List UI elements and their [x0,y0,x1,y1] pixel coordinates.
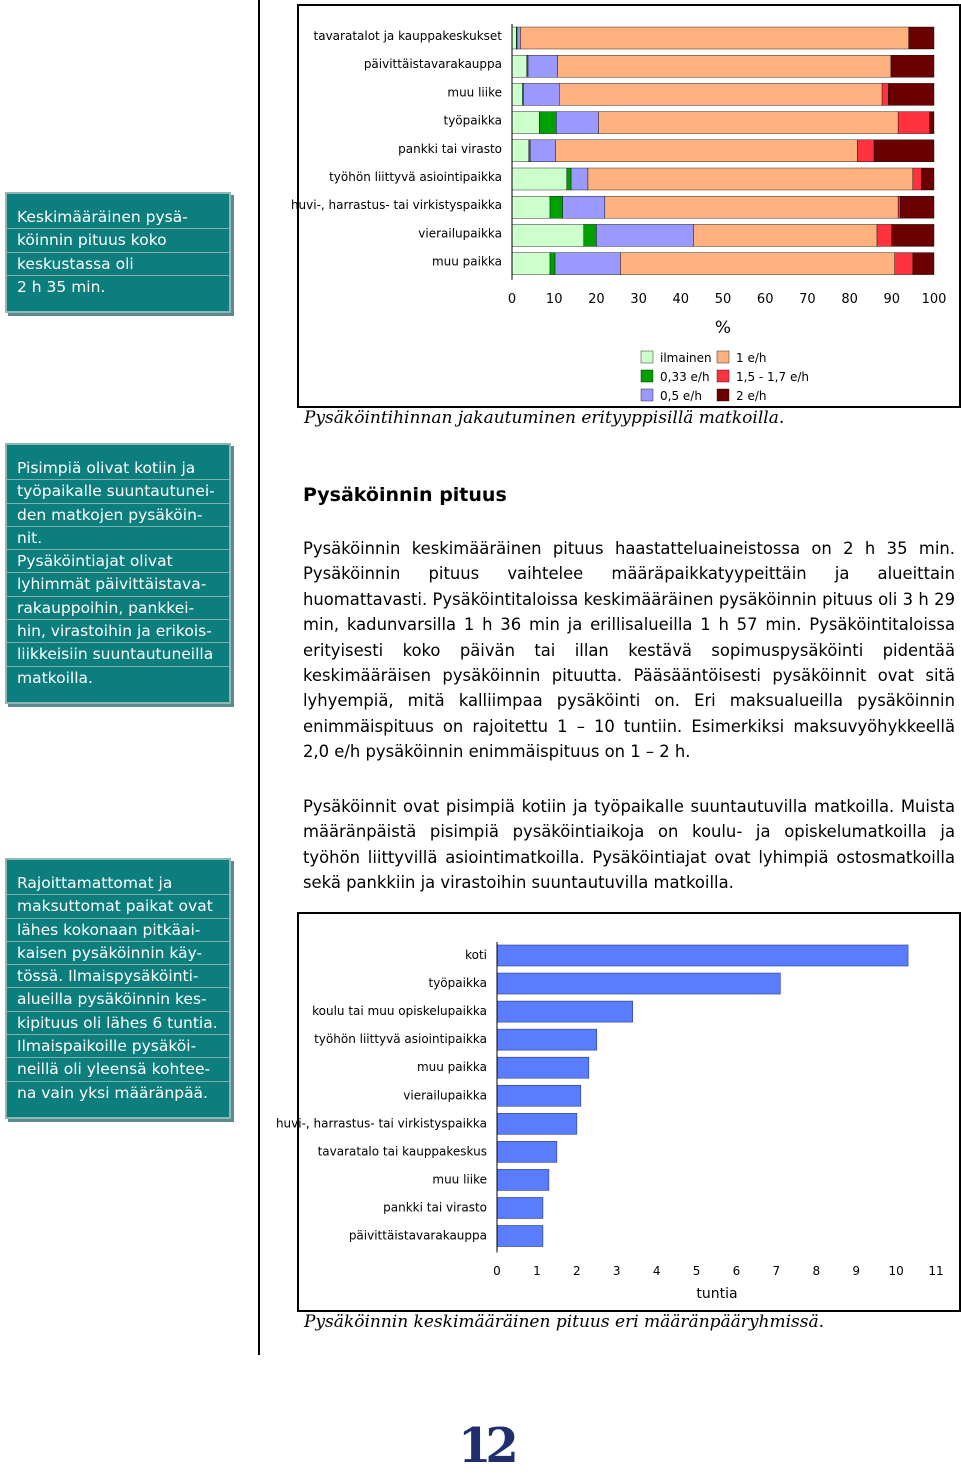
bar-segment [596,224,693,246]
bar-segment [555,140,857,162]
x-tick-label: 80 [841,292,858,307]
sidebar-line: maksuttomat paikat ovat [7,895,229,918]
sidebar-line: rakauppoihin, pankkei- [7,597,229,620]
bar-segment [512,140,529,162]
bar-segment [892,224,934,246]
sidebar-line: Ilmaispaikoille pysäköi- [7,1035,229,1058]
legend-label: 2 e/h [736,389,767,403]
bar-segment [898,196,900,218]
paragraph-2: Pysäköinnit ovat pisimpiä kotiin ja työpaikalle suuntautuvilla matkoilla. Muista määränpäistä pisimpiä pysäköintiaikoja on koulu- ja opiskelumatkoilla ja työhön liittyvillä asiointimatkoilla. Pysäköintiajat ovat lyhimpiä ostosmatkoilla sekä pankkiin ja virastoihin suuntautuvilla matkoilla. [303,797,955,893]
x-tick-label: 70 [799,292,816,307]
bar [497,1113,577,1134]
bar-segment [556,112,598,134]
sidebar-line: hin, virastoihin ja erikois- [7,620,229,643]
sidebar-line: kaisen pysäköinnin käy- [7,942,229,965]
bar-segment [588,168,913,190]
x-tick-label: 3 [612,1264,621,1278]
x-tick-label: 10 [888,1264,904,1278]
column-divider [258,0,260,1355]
legend-label: 1 e/h [736,351,767,365]
x-tick-label: 11 [928,1264,944,1278]
bar-segment [605,196,898,218]
sidebar-line: 2 h 35 min. [17,277,106,296]
x-tick-label: 6 [732,1264,741,1278]
bar-segment [571,168,588,190]
category-label: työhön liittyvä asiointipaikka [314,1032,487,1047]
x-tick-label: 9 [852,1264,861,1278]
price-distribution-chart [290,4,961,408]
chart1-caption: Pysäköintihinnan jakautuminen erityyppisillä matkoilla. [304,408,785,428]
sidebar-line: kipituus oli lähes 6 tuntia. [7,1012,229,1035]
bar-segment [559,83,882,105]
category-label: päivittäistavarakauppa [363,57,502,72]
bar-segment [512,253,550,275]
price-distribution-svg [290,6,959,406]
legend-swatch [641,351,653,363]
bar-segment [599,112,899,134]
bar-segment [857,140,874,162]
chart2-caption: Pysäköinnin keskimääräinen pituus eri määränpääryhmissä. [304,1312,825,1332]
bar-segment [512,83,523,105]
bar-segment [693,224,877,246]
bar-segment [520,27,908,49]
bar-segment [888,83,934,105]
bar-segment [523,83,559,105]
sidebar-note-free-parking [5,858,231,1119]
bar-segment [512,55,527,77]
category-label: vierailupaikka [418,226,502,241]
sidebar-line: na vain yksi määränpää. [17,1083,208,1102]
legend-swatch [717,389,729,401]
sidebar-line: liikkeisiin suuntautuneilla [7,643,229,666]
bar-segment [512,196,550,218]
sidebar-line: lähes kokonaan pitkäai- [7,919,229,942]
bar-segment [891,55,934,77]
x-tick-label: 40 [672,292,690,307]
bar-segment [921,168,934,190]
x-tick-label: 0 [493,1264,501,1278]
bar-segment [930,112,934,134]
bar [497,1001,633,1022]
category-label: työpaikka [428,976,487,991]
bar [497,973,780,994]
category-label: koti [465,948,487,962]
sidebar-line: Keskimääräinen pysä- [7,206,229,229]
category-label: työpaikka [443,113,502,128]
category-label: päivittäistavarakauppa [348,1228,487,1243]
bar-segment [584,224,597,246]
sidebar-line: lyhimmät päivittäistava- [7,573,229,596]
bar-segment [563,196,605,218]
bar-segment [539,112,556,134]
bar-segment [895,253,913,275]
category-label: vierailupaikka [403,1088,487,1103]
legend-swatch [717,351,729,363]
section-heading: Pysäköinnin pituus [303,484,507,506]
bar-segment [874,140,934,162]
x-tick-label: 8 [812,1264,821,1278]
x-tick-label: 100 [921,292,947,307]
bar-segment [517,27,520,49]
bar-segment [620,253,894,275]
bar-segment [530,140,555,162]
category-label: huvi-, harrastus- tai virkistyspaikka [290,198,502,213]
category-label: muu paikka [431,254,502,269]
bar [497,1197,543,1218]
x-axis-label: tuntia [696,1286,738,1302]
category-label: huvi-, harrastus- tai virkistyspaikka [275,1116,487,1131]
legend-swatch [641,370,653,382]
bar-segment [528,55,558,77]
sidebar-line: tössä. Ilmaispysäköinti- [7,965,229,988]
sidebar-line: neillä oli yleensä kohtee- [7,1058,229,1081]
duration-svg [275,914,959,1310]
sidebar-line: Pysäköintiajat olivat [7,550,229,573]
legend-label: 0,5 e/h [660,389,702,403]
bar [497,1141,557,1162]
legend-label: ilmainen [660,351,712,365]
x-axis-label: % [714,318,732,338]
bar-segment [550,253,555,275]
x-tick-label: 60 [756,292,774,307]
x-tick-label: 1 [533,1264,541,1278]
legend-label: 0,33 e/h [660,370,710,384]
sidebar-line: nit. [7,527,229,550]
bar [497,1085,581,1106]
bar-segment [913,168,921,190]
x-tick-label: 2 [572,1264,581,1278]
x-tick-label: 10 [545,292,563,307]
bar-segment [512,27,516,49]
sidebar-line: keskustassa oli [7,253,229,276]
page-number: 12 [458,1418,513,1474]
bar-segment [877,224,892,246]
bar-segment [550,196,563,218]
bar-segment [567,168,571,190]
category-label: työhön liittyvä asiointipaikka [329,170,502,184]
x-tick-label: 90 [883,292,901,307]
bar-segment [882,83,888,105]
bar-segment [555,253,620,275]
sidebar-line: matkoilla. [17,668,93,687]
legend-swatch [717,370,729,382]
x-tick-label: 30 [630,292,647,307]
x-tick-label: 5 [692,1264,701,1278]
category-label: tavaratalo tai kauppakeskus [317,1144,487,1159]
legend-label: 1,5 - 1,7 e/h [736,370,809,384]
sidebar-line: Pisimpiä olivat kotiin ja [7,457,229,480]
legend-swatch [641,389,653,401]
x-tick-label: 7 [772,1264,781,1278]
duration-chart [275,912,961,1312]
x-tick-label: 50 [714,292,732,307]
category-label: koulu tai muu opiskelupaikka [312,1004,487,1019]
bar-segment [512,112,539,134]
bar-segment [909,27,934,49]
bar-segment [512,168,567,190]
sidebar-line: Rajoittamattomat ja [7,872,229,895]
bar [497,945,908,966]
sidebar-line: den matkojen pysäköin- [7,504,229,527]
sidebar-note-average [5,192,231,313]
sidebar-line: alueilla pysäköinnin kes- [7,988,229,1011]
sidebar-note-longest [5,443,231,704]
sidebar-line: työpaikalle suuntautunei- [7,480,229,503]
paragraph-1: Pysäköinnin keskimääräinen pituus haastatteluaineistossa on 2 h 35 min. Pysäköinnin pituus vaihtelee määräpaikkatyypeittäin ja alueittain huomattavasti. Pysäköintitaloissa keskimääräinen pysäköinnin pituus oli 3 h 29 min, kadunvarsilla 1 h 36 min ja erillisalueilla 1 h 57 min. Pysäköintitaloissa erityisesti koko päivän tai illan kestävä sopimuspysäköinti pidentää keskimääräisen pysäköinnin pituutta. Pääsääntöisesti pysäköinnit ovat sitä lyhyempiä, mitä kalliimpaa pysäköinti on. Eri maksualueilla pysäköinnin enimmäispituus on rajoitettu 1 – 10 tuntiin. Esimerkiksi maksuvyöhykkeellä 2,0 e/h pysäköinnin enimmäispituus on 1 – 2 h. [303,539,955,762]
bar-segment [512,224,584,246]
category-label: tavaratalot ja kauppakeskukset [313,29,502,43]
x-tick-label: 20 [588,292,605,307]
bar-segment [898,112,930,134]
bar [497,1057,589,1078]
category-label: pankki tai virasto [383,1200,487,1215]
bar-segment [900,196,934,218]
bar-segment [913,253,934,275]
category-label: pankki tai virasto [398,141,502,156]
bar-segment [558,55,891,77]
bar [497,1029,597,1050]
category-label: muu liike [447,85,502,100]
category-label: muu paikka [416,1060,487,1075]
bar [497,1169,549,1190]
bar [497,1226,543,1247]
x-tick-label: 4 [652,1264,661,1278]
category-label: muu liike [432,1172,487,1187]
x-tick-label: 0 [507,292,517,307]
sidebar-line: köinnin pituus koko [7,229,229,252]
